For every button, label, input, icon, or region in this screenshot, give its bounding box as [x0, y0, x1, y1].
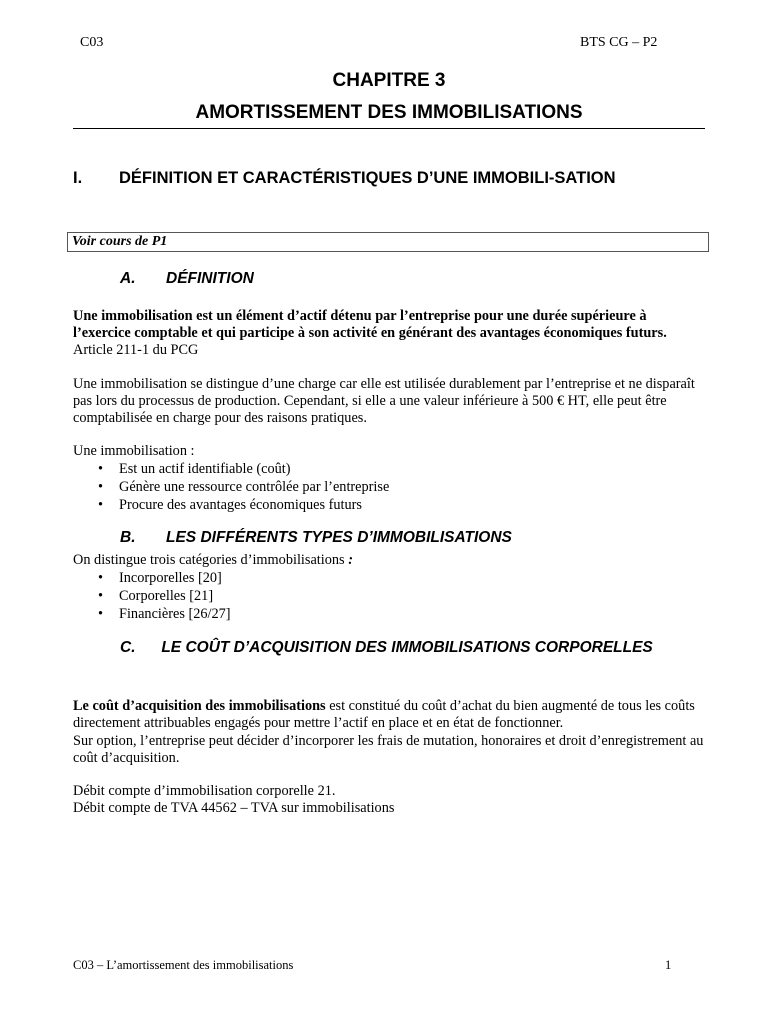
subsection-c-heading [120, 637, 705, 659]
subsection-b-title: LES DIFFÉRENTS TYPES D’IMMOBILISATIONS [166, 529, 512, 546]
header-right: BTS CG – P2 [580, 35, 658, 50]
list-item: • Corporelles [21] [98, 588, 214, 604]
definition-reference: Article 211-1 du PCG [73, 342, 199, 358]
page-number: 1 [665, 958, 672, 972]
debit-line-2: Débit compte de TVA 44562 – TVA sur immobilisations [73, 800, 395, 816]
types-list [73, 569, 231, 623]
bullet-icon: • [98, 461, 104, 477]
list-intro: Une immobilisation : [73, 443, 195, 459]
bullet-icon: • [98, 606, 104, 622]
distinction-paragraph: Une immobilisation se distingue d’une charge car elle est utilisée durablement par l’entreprise et ne disparaît pas lors du processus de production. Cependant, si elle a une valeur inférieure à 500 € HT, elle peut être comptabilisée en charge pour des raisons pratiques. [73, 376, 695, 426]
section-1-title: DÉFINITION ET CARACTÉRISTIQUES D’UNE IMMOBILI-SATION [119, 169, 616, 187]
bullet-icon: • [98, 479, 104, 495]
bullet-icon: • [98, 588, 104, 604]
list-item: • Est un actif identifiable (coût) [98, 461, 291, 477]
subsection-b-heading [120, 527, 705, 549]
definition-bold: Une immobilisation est un élément d’actif détenu par l’entreprise pour une durée supérieure à l’exercice comptable et qui participe à son activité en générant des avantages économiques futurs. [73, 308, 667, 341]
bullet-icon: • [98, 497, 104, 513]
list-item: • Procure des avantages économiques futurs [98, 497, 362, 513]
list-item: • Génère une ressource contrôlée par l’entreprise [98, 479, 390, 495]
definition-paragraph [73, 308, 705, 359]
debit-line-1: Débit compte d’immobilisation corporelle 21. [73, 783, 336, 799]
subsection-b-letter: B. [120, 529, 136, 546]
list-item: • Incorporelles [20] [98, 570, 222, 586]
cost-bold: Le coût d’acquisition des immobilisations [73, 698, 326, 714]
footer-title: C03 – L’amortissement des immobilisations [73, 958, 294, 972]
characteristics-list [73, 460, 389, 514]
section-1-number: I. [73, 169, 83, 187]
title-rule [73, 128, 705, 129]
bullet-icon: • [98, 570, 104, 586]
subsection-a-heading [120, 268, 705, 290]
types-intro: On distingue trois catégories d’immobilisations : [73, 552, 353, 568]
subsection-a-title: DÉFINITION [166, 270, 254, 287]
boxed-note: Voir cours de P1 [67, 232, 709, 252]
header-left: C03 [80, 35, 104, 50]
option-paragraph: Sur option, l’entreprise peut décider d’incorporer les frais de mutation, honoraires et droit d’enregistrement au coût d’acquisition. [73, 733, 704, 766]
subsection-c-title: C. LE COÛT D’ACQUISITION DES IMMOBILISATIONS CORPORELLES [120, 639, 653, 656]
cost-paragraph: Le coût d’acquisition des immobilisations est constitué du coût d’achat du bien augmenté de tous les coûts directement attribuables engagés pour mettre l’actif en place et en état de fonctionner. [73, 698, 695, 731]
section-1-heading [73, 166, 705, 190]
chapter-number: CHAPITRE 3 [332, 70, 446, 91]
subsection-a-letter: A. [120, 270, 136, 287]
list-item: • Financières [26/27] [98, 606, 231, 622]
chapter-title: AMORTISSEMENT DES IMMOBILISATIONS [195, 102, 583, 123]
